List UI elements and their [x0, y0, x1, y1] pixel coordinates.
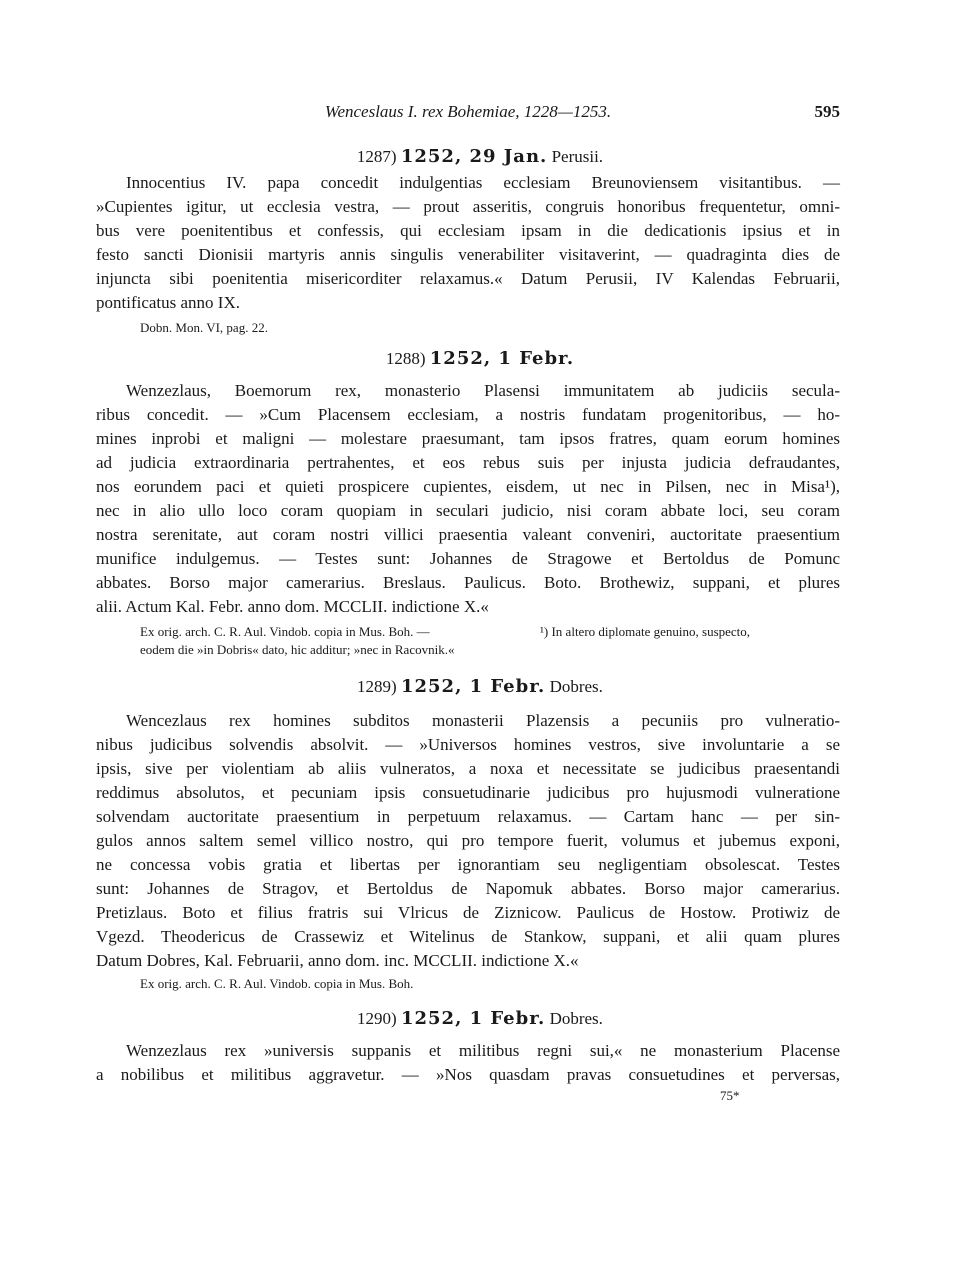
- entry-heading-1287: [0, 146, 960, 168]
- source-note: Ex orig. arch. C. R. Aul. Vindob. copia in Mus. Boh.: [140, 976, 414, 991]
- text-line: abbates. Borso major camerarius. Breslaus. Paulicus. Boto. Brothewiz, suppani, et plures: [96, 573, 840, 592]
- text-line: »Cupientes igitur, ut ecclesia vestra, — prout asseritis, congruis honoribus frequentetur, omni-: [96, 197, 840, 216]
- text-line: gulos annos saltem semel villico nostro, qui pro tempore fuerit, volumus et jubemus exponi,: [96, 831, 840, 850]
- text-line: munifice indulgemus. — Testes sunt: Johannes de Stragowe et Bertoldus de Pomunc: [96, 549, 840, 568]
- source-note: Ex orig. arch. C. R. Aul. Vindob. copia in Mus. Boh. —: [140, 624, 430, 639]
- text-line: Innocentius IV. papa concedit indulgentias ecclesiam Breunoviensem visitantibus. —: [126, 173, 840, 192]
- text-line: nostra serenitate, aut coram nostri villici praesentia valeant conveniri, auctoritate praesentium: [96, 525, 840, 544]
- text-line: Wencezlaus rex homines subditos monasterii Plazensis a pecuniis pro vulneratio-: [126, 711, 840, 730]
- text-line: nec in alio ullo loco coram quopiam in seculari judicio, nisi coram abbate loci, seu coram: [96, 501, 840, 520]
- text-line: mines inprobi et maligni — molestare praesumant, tam ipsos fratres, quam eorum homines: [96, 429, 840, 448]
- text-line: nos eorundem paci et quieti prospicere cupientes, eisdem, ut nec in Pilsen, nec in Misa¹),: [96, 477, 840, 496]
- page-number: 595: [814, 102, 840, 121]
- text-line: ad judicia extraordinaria pertrahentes, et eos rebus suis per injusta judicia defraudantes,: [96, 453, 840, 472]
- entry-date: 1252, 1 Febr.: [400, 676, 546, 697]
- text-line: solvendam auctoritate praesentium in perpetuum relaxamus. — Cartam hanc — per sin-: [96, 807, 840, 826]
- text-line: Wenzezlaus rex »universis suppanis et militibus regni sui,« ne monasterium Placense: [126, 1041, 840, 1060]
- text-line: ne concessa vobis gratia et libertas per ignorantiam seu negligentiam obsolescat. Testes: [96, 855, 840, 874]
- entry-place: Dobres.: [549, 1009, 603, 1028]
- text-line: ipsis, sive per violentiam ab aliis vulneratos, a noxa et necessitate se judicibus praesentandi: [96, 759, 840, 778]
- entry-place: Dobres.: [549, 677, 603, 696]
- entry-heading-1288: [0, 348, 960, 370]
- entry-heading-1290: [0, 1008, 960, 1030]
- entry-number: 1290): [357, 1009, 397, 1028]
- signature-mark: 75*: [720, 1088, 740, 1103]
- text-line: reddimus absolutos, et pecuniam ipsis consuetudinarie judicibus pro hujusmodi vulneratione: [96, 783, 840, 802]
- text-line: alii. Actum Kal. Febr. anno dom. MCCLII. indictione X.«: [96, 597, 489, 616]
- footnote: ¹) In altero diplomate genuino, suspecto,: [540, 624, 751, 639]
- entry-number: 1287): [356, 147, 397, 166]
- text-line: Vgezd. Theodericus de Crassewiz et Witelinus de Stankow, suppani, et alii quam plures: [96, 927, 840, 946]
- entry-heading-1289: [0, 676, 960, 698]
- entry-date: 1252, 1 Febr.: [400, 1008, 546, 1029]
- entry-date: 1252, 1 Febr.: [429, 348, 575, 369]
- running-title: Wenceslaus I. rex Bohemiae, 1228—1253.: [324, 102, 612, 121]
- text-line: a nobilibus et militibus aggravetur. — »Nos quasdam pravas consuetudines et perversas,: [96, 1065, 840, 1084]
- text-line: Wenzezlaus, Boemorum rex, monasterio Plasensi immunitatem ab judiciis secula-: [126, 381, 840, 400]
- entry-number: 1288): [385, 349, 426, 368]
- text-line: festo sancti Dionisii martyris annis singulis venerabiliter visitaverint, — quadraginta dies de: [96, 245, 840, 264]
- text-line: Pretizlaus. Boto et filius fratris sui Vlricus de Ziznicow. Paulicus de Hostow. Protiwiz de: [96, 903, 840, 922]
- text-line: sunt: Johannes de Stragov, et Bertoldus de Napomuk abbates. Borso major camerarius.: [96, 879, 840, 898]
- text-line: injuncta sibi poenitentia misericorditer relaxamus.« Datum Perusii, IV Kalendas Februarii,: [96, 269, 840, 288]
- entry-place: Perusii.: [551, 147, 604, 166]
- text-line: bus vere poenitentibus et confessis, qui ecclesiam ipsam in die dedicationis ipsius et in: [96, 221, 840, 240]
- text-line: Datum Dobres, Kal. Februarii, anno dom. inc. MCCLII. indictione X.«: [96, 951, 579, 970]
- source-note: eodem die »in Dobris« dato, hic additur; »nec in Racovnik.«: [140, 642, 455, 657]
- text-line: pontificatus anno IX.: [96, 293, 240, 312]
- entry-number: 1289): [357, 677, 397, 696]
- source-note: Dobn. Mon. VI, pag. 22.: [140, 320, 268, 335]
- text-line: nibus judicibus solvendis absolvit. — »Universos homines vestros, sive involuntarie a se: [96, 735, 840, 754]
- text-line: ribus concedit. — »Cum Placensem ecclesiam, a nostris fundatam progenitoribus, — ho-: [96, 405, 840, 424]
- page-header: [96, 98, 840, 128]
- entry-date: 1252, 29 Jan.: [400, 146, 548, 167]
